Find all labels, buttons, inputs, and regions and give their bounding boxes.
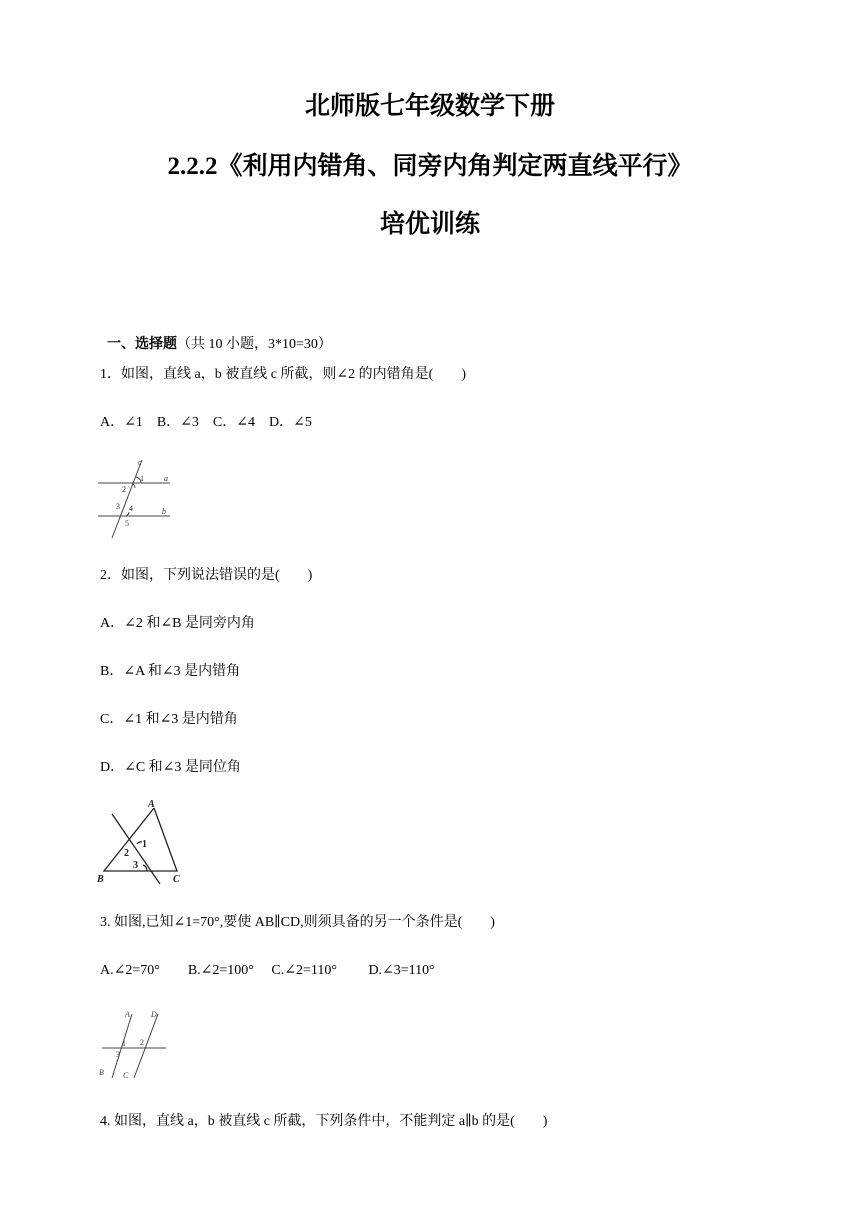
label-B: B (97, 874, 104, 885)
label-A: A (148, 799, 155, 810)
question-4-stem: 4. 如图，直线 a，b 被直线 c 所截，下列条件中，不能判定 a∥b 的是( ) (100, 1114, 548, 1129)
question-1-figure (96, 456, 176, 540)
label-1: 1 (140, 474, 144, 483)
title-line-3: 培优训练 (379, 211, 480, 238)
label-3: 3 (116, 1050, 120, 1059)
question-2-option-a: A．∠2 和∠B 是同旁内角 (100, 616, 255, 631)
label-2: 2 (122, 485, 126, 494)
title-line-2: 2.2.2《利用内错角、同旁内角判定两直线平行》 (167, 153, 693, 180)
label-5: 5 (125, 519, 129, 528)
label-C: C (173, 874, 180, 885)
question-2-figure (94, 798, 194, 888)
section-note: （共 10 小题，3*10=30） (177, 337, 332, 352)
label-C: C (123, 1071, 129, 1080)
transversal (112, 814, 160, 884)
line-dc (134, 1014, 158, 1078)
label-b: b (162, 507, 166, 516)
angle-arc-3 (143, 865, 147, 871)
label-B: B (99, 1068, 104, 1077)
label-2: 2 (140, 1038, 144, 1047)
label-1: 1 (142, 839, 147, 850)
question-2-option-c: C．∠1 和∠3 是内错角 (100, 712, 238, 727)
label-4: 4 (129, 504, 133, 513)
section-heading (100, 318, 332, 354)
label-1: 1 (122, 1039, 126, 1048)
question-2-option-d: D．∠C 和∠3 是同位角 (100, 760, 241, 775)
question-3-figure (96, 1008, 170, 1082)
label-A: A (125, 1010, 130, 1019)
label-a: a (164, 474, 168, 483)
title-line-1: 北师版七年级数学下册 (304, 93, 555, 120)
question-3-stem: 3. 如图,已知∠1=70°,要使 AB∥CD,则须具备的另一个条件是( ) (100, 915, 495, 930)
question-1-stem: 1．如图，直线 a，b 被直线 c 所截，则∠2 的内错角是( ) (100, 367, 466, 382)
label-c: c (138, 458, 142, 467)
question-2-stem: 2．如图，下列说法错误的是( ) (100, 568, 313, 583)
question-1-options: A．∠1 B．∠3 C．∠4 D．∠5 (100, 415, 312, 430)
label-D: D (151, 1010, 157, 1019)
label-3: 3 (133, 860, 138, 871)
question-3-options: A.∠2=70° B.∠2=100° C.∠2=110° D.∠3=110° (100, 963, 435, 978)
section-title: 一、选择题 (107, 337, 177, 352)
label-2: 2 (124, 848, 129, 859)
label-3: 3 (116, 502, 120, 511)
question-2-option-b: B．∠A 和∠3 是内错角 (100, 664, 241, 679)
